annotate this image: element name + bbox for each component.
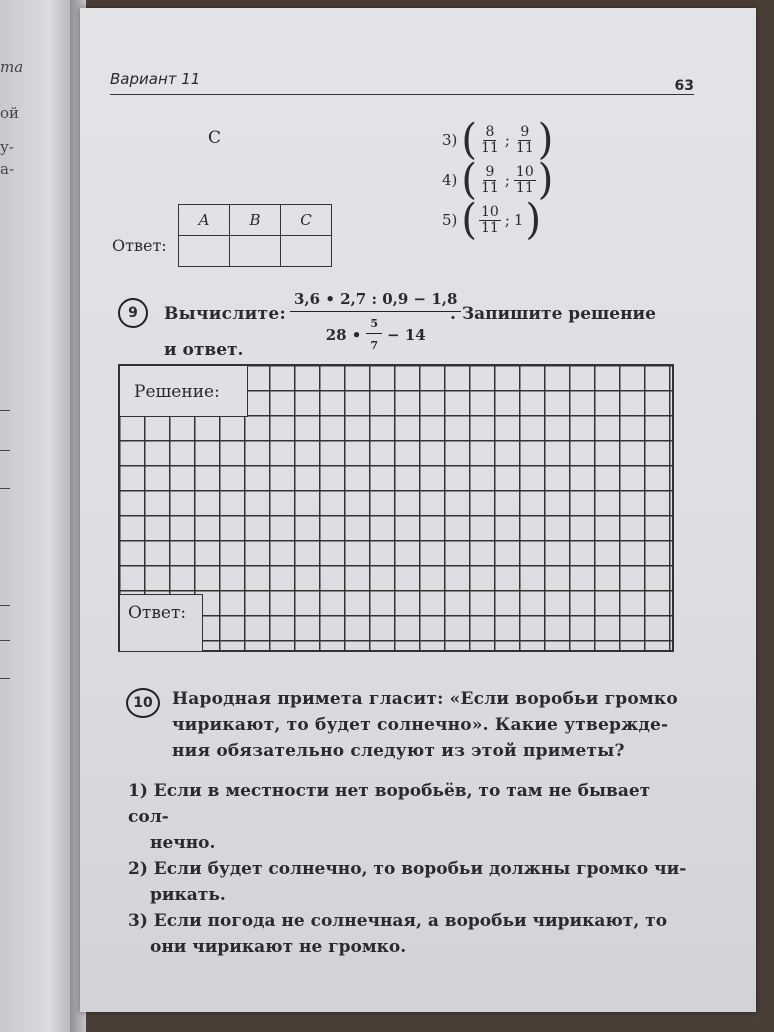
answer-options <box>442 115 554 245</box>
numerator: 3,6 • 2,7 : 0,9 − 1,8 <box>290 290 461 312</box>
answer-cell-c[interactable] <box>281 236 332 267</box>
task9-prefix: Вычислите: <box>164 304 287 324</box>
option-number: 5) <box>442 211 458 229</box>
right-paren: ) <box>537 155 554 205</box>
separator: ; <box>504 131 510 149</box>
left-rule <box>0 640 10 641</box>
answer-cell-b[interactable] <box>230 236 281 267</box>
answer-cell-a[interactable] <box>179 236 230 267</box>
separator: ; <box>504 211 510 229</box>
left-fragment: а- <box>0 160 15 178</box>
list-item: 2) Если будет солнечно, то воробьи должны громко чи- рикать. <box>128 859 687 905</box>
fraction: $\frac{10}{11}$ <box>481 203 499 236</box>
answer-label-box <box>120 594 203 651</box>
option-4 <box>442 155 554 205</box>
task10-text: Народная примета гласит: «Если воробьи громко чирикают, то будет солнечно». Какие утвержде-ния обязательно следуют из этой приметы? <box>172 689 678 761</box>
option-3 <box>442 115 554 165</box>
right-paren: ) <box>525 195 542 245</box>
table-header-b: B <box>230 205 281 236</box>
whole-number: 1 <box>513 211 524 229</box>
answer-label: Ответ: <box>112 236 167 255</box>
option-5 <box>442 195 553 245</box>
denom-left: 28 • <box>325 326 362 344</box>
left-rule <box>0 605 10 606</box>
book-page <box>80 8 756 1012</box>
answer-label: Ответ: <box>128 603 187 623</box>
denominator <box>290 312 461 352</box>
page-header <box>110 68 694 95</box>
separator: ; <box>504 171 510 189</box>
task9-line2: и ответ. <box>164 340 244 360</box>
solution-grid[interactable] <box>118 364 674 652</box>
left-rule <box>0 488 10 489</box>
left-paren: ( <box>461 155 478 205</box>
fraction: $\frac{8}{11}$ <box>481 123 499 156</box>
left-rule <box>0 450 10 451</box>
left-rule <box>0 410 10 411</box>
list-item: 3) Если погода не солнечная, а воробьи чирикают, то они чирикают не громко. <box>128 911 668 957</box>
option-number: 3) <box>442 131 458 149</box>
page-number: 63 <box>674 78 694 94</box>
denom-right: − 14 <box>387 326 426 344</box>
option-number: 4) <box>442 171 458 189</box>
small-fraction: $\frac{5}{7}$ <box>366 318 382 352</box>
variant-title: Вариант 11 <box>110 70 201 88</box>
expression-fraction <box>290 290 461 352</box>
left-paren: ( <box>461 195 478 245</box>
left-page-edge <box>0 0 70 1032</box>
fraction: $\frac{10}{11}$ <box>515 163 534 196</box>
right-paren: ) <box>537 115 554 165</box>
solution-label: Решение: <box>134 382 220 402</box>
task-number-badge: 9 <box>118 298 148 328</box>
left-rule <box>0 678 10 679</box>
fraction: $\frac{9}{11}$ <box>515 123 534 156</box>
task-number-badge: 10 <box>126 688 160 718</box>
left-paren: ( <box>461 115 478 165</box>
task9-suffix: . Запишите решение <box>450 304 656 324</box>
answer-table <box>178 204 332 267</box>
fraction: $\frac{9}{11}$ <box>481 163 499 196</box>
table-header-c: C <box>281 205 332 236</box>
list-item: 1) Если в местности нет воробьёв, то там не бывает сол- нечно. <box>128 781 651 853</box>
solution-label-box <box>120 366 248 417</box>
left-fragment: та <box>0 58 24 76</box>
task10-items <box>128 778 688 960</box>
left-fragment: ой <box>0 104 20 122</box>
left-fragment: у- <box>0 138 14 156</box>
option-c-letter: C <box>208 128 222 148</box>
table-header-a: A <box>179 205 230 236</box>
